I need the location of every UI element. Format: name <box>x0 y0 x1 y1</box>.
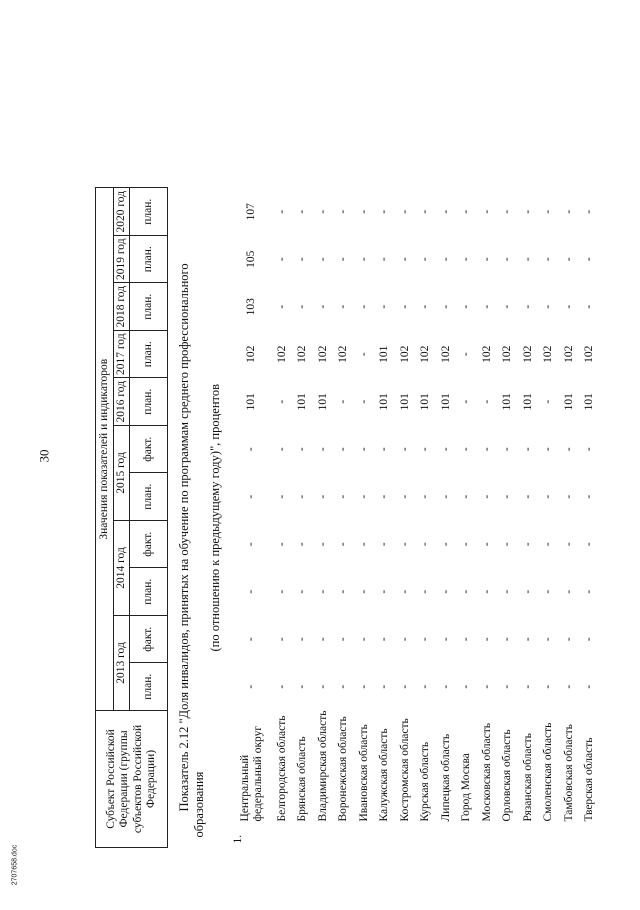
value-cell: 102 <box>316 345 329 363</box>
value-cell: - <box>398 637 411 642</box>
value-cell: - <box>316 637 329 642</box>
year-header: 2018 год <box>114 283 130 331</box>
value-cell: - <box>460 447 473 452</box>
value-cell: 101 <box>501 393 514 411</box>
row-number <box>457 824 478 848</box>
region-name: Тверская область <box>583 737 596 822</box>
value-cell: 102 <box>562 345 575 363</box>
caption-line-1: Показатель 2.12 "Доля инвалидов, принятых на обучение по программам среднего профессионального образования <box>176 263 207 838</box>
value-cell: - <box>521 684 534 689</box>
region-name: Орловская область <box>501 729 514 822</box>
value-cell: 102 <box>275 345 288 363</box>
value-cell: 101 <box>398 393 411 411</box>
region-name: Смоленская область <box>542 722 555 822</box>
value-cell: - <box>501 494 514 499</box>
region-name: Костромская область <box>398 718 411 822</box>
value-cell: - <box>296 304 309 309</box>
region-name: Белгородская область <box>275 715 288 822</box>
value-cell: - <box>337 447 350 452</box>
value-cell: 101 <box>419 393 432 411</box>
row-number <box>477 824 498 848</box>
value-cell: - <box>542 542 555 547</box>
row-number <box>518 824 539 848</box>
value-cell: - <box>439 684 452 689</box>
row-number <box>436 824 457 848</box>
value-cell: - <box>337 257 350 262</box>
value-cell: - <box>583 589 596 594</box>
value-cell: - <box>562 447 575 452</box>
value-cell: 102 <box>583 345 596 363</box>
value-cell: - <box>562 494 575 499</box>
year-header: 2013 год <box>114 615 130 710</box>
value-cell: - <box>275 542 288 547</box>
value-cell: - <box>501 637 514 642</box>
value-cell: - <box>521 257 534 262</box>
year-header: 2014 год <box>114 520 130 615</box>
value-cell: - <box>521 637 534 642</box>
row-number <box>580 824 601 848</box>
caption-line-2: (по отношению к предыдущему году)", процентов <box>207 384 222 652</box>
value-cell: - <box>562 684 575 689</box>
value-cell: - <box>480 257 493 262</box>
table-row <box>416 188 437 848</box>
year-header: 2017 год <box>114 330 130 378</box>
row-number <box>498 824 519 848</box>
row-number <box>334 824 355 848</box>
value-cell: - <box>562 209 575 214</box>
value-cell: - <box>357 447 370 452</box>
value-cell: - <box>501 589 514 594</box>
rotated-content <box>95 48 640 848</box>
region-name: Центральный федеральный округ <box>238 725 264 822</box>
value-cell: 101 <box>378 345 391 363</box>
table-row <box>375 188 396 848</box>
value-cell: 102 <box>296 345 309 363</box>
value-cell: 102 <box>542 345 555 363</box>
value-cell: - <box>542 637 555 642</box>
value-cell: - <box>460 399 473 404</box>
plan-header: план. <box>130 378 168 426</box>
value-cell: - <box>460 257 473 262</box>
value-cell: 102 <box>501 345 514 363</box>
plan-header: план. <box>130 663 168 711</box>
value-cell: - <box>542 494 555 499</box>
value-cell: - <box>337 209 350 214</box>
value-cell: 101 <box>521 393 534 411</box>
value-cell: 102 <box>439 345 452 363</box>
value-cell: - <box>501 447 514 452</box>
value-cell: - <box>521 589 534 594</box>
value-cell: 102 <box>419 345 432 363</box>
value-cell: - <box>439 637 452 642</box>
value-cell: - <box>562 637 575 642</box>
doc-reference: 2707658.doc <box>11 844 19 886</box>
value-cell: - <box>542 304 555 309</box>
plan-header: план. <box>130 188 168 236</box>
plan-header: план. <box>130 235 168 283</box>
value-cell: - <box>378 542 391 547</box>
value-cell: - <box>337 589 350 594</box>
value-cell: 102 <box>245 345 258 363</box>
value-cell: - <box>521 304 534 309</box>
value-cell: - <box>501 209 514 214</box>
year-header: 2020 год <box>114 188 130 236</box>
value-cell: - <box>316 589 329 594</box>
value-cell: - <box>296 257 309 262</box>
year-header: 2016 год <box>114 378 130 426</box>
table-row <box>518 188 539 848</box>
value-cell: - <box>337 684 350 689</box>
year-header: 2019 год <box>114 235 130 283</box>
value-cell: - <box>501 257 514 262</box>
plan-header: план. <box>130 473 168 521</box>
value-cell: - <box>245 447 258 452</box>
value-cell: - <box>378 209 391 214</box>
value-cell: 102 <box>480 345 493 363</box>
value-cell: - <box>245 494 258 499</box>
value-cell: - <box>378 447 391 452</box>
value-cell: - <box>480 637 493 642</box>
value-cell: - <box>398 684 411 689</box>
value-cell: - <box>480 399 493 404</box>
table-row <box>232 188 272 848</box>
value-cell: - <box>583 209 596 214</box>
value-cell: - <box>521 209 534 214</box>
year-header: 2015 год <box>114 425 130 520</box>
value-cell: - <box>521 447 534 452</box>
value-cell: - <box>419 257 432 262</box>
region-name: Брянская область <box>296 736 309 822</box>
value-cell: 101 <box>296 393 309 411</box>
table-row <box>498 188 519 848</box>
value-cell: - <box>296 494 309 499</box>
table-row <box>436 188 457 848</box>
table-row <box>293 188 314 848</box>
value-cell: 101 <box>562 393 575 411</box>
value-cell: - <box>439 209 452 214</box>
region-name: Тамбовская область <box>562 724 575 822</box>
plan-header: план. <box>130 330 168 378</box>
value-cell: - <box>460 684 473 689</box>
value-cell: - <box>275 494 288 499</box>
value-cell: - <box>480 304 493 309</box>
region-name: Курская область <box>419 741 432 822</box>
value-cell: - <box>275 209 288 214</box>
value-cell: - <box>460 589 473 594</box>
value-cell: - <box>316 494 329 499</box>
value-cell: - <box>398 494 411 499</box>
value-cell: - <box>521 542 534 547</box>
value-cell: - <box>316 684 329 689</box>
data-rows <box>232 188 600 848</box>
value-cell: - <box>296 684 309 689</box>
value-cell: - <box>419 637 432 642</box>
value-cell: - <box>316 542 329 547</box>
value-cell: - <box>583 542 596 547</box>
plan-header: план. <box>130 568 168 616</box>
indicator-caption <box>168 188 233 848</box>
region-name: Калужская область <box>378 728 391 822</box>
table-row <box>457 188 478 848</box>
table-row <box>354 188 375 848</box>
value-cell: - <box>378 494 391 499</box>
value-cell: - <box>562 257 575 262</box>
value-cell: - <box>480 494 493 499</box>
value-cell: - <box>337 494 350 499</box>
fact-header: факт. <box>130 615 168 663</box>
region-name: Город Москва <box>460 753 473 822</box>
value-cell: - <box>357 494 370 499</box>
value-cell: - <box>316 209 329 214</box>
value-cell: - <box>275 257 288 262</box>
row-number <box>539 824 560 848</box>
table-row <box>313 188 334 848</box>
value-cell: - <box>357 542 370 547</box>
value-cell: - <box>378 684 391 689</box>
value-cell: - <box>480 542 493 547</box>
value-cell: - <box>296 209 309 214</box>
value-cell: - <box>275 637 288 642</box>
value-cell: - <box>398 257 411 262</box>
value-cell: - <box>357 637 370 642</box>
value-cell: - <box>480 684 493 689</box>
value-cell: - <box>419 304 432 309</box>
value-cell: 103 <box>245 298 258 316</box>
table-row <box>477 188 498 848</box>
value-cell: - <box>583 494 596 499</box>
region-name: Рязанская область <box>521 733 534 822</box>
value-cell: - <box>562 304 575 309</box>
value-cell: - <box>583 304 596 309</box>
value-cell: - <box>583 257 596 262</box>
value-cell: 102 <box>521 345 534 363</box>
row-number <box>375 824 396 848</box>
value-cell: - <box>460 209 473 214</box>
value-cell: - <box>501 304 514 309</box>
table-row <box>334 188 355 848</box>
value-cell: - <box>275 589 288 594</box>
value-cell: - <box>337 304 350 309</box>
value-cell: - <box>357 257 370 262</box>
row-number <box>293 824 314 848</box>
value-cell: - <box>337 399 350 404</box>
value-cell: - <box>419 542 432 547</box>
row-number <box>354 824 375 848</box>
value-cell: - <box>583 684 596 689</box>
value-cell: - <box>542 399 555 404</box>
value-cell: 102 <box>337 345 350 363</box>
page-number: 30 <box>36 449 52 463</box>
value-cell: - <box>419 494 432 499</box>
subject-header: Субъект Российской Федерации (группы субъектов Российской Федерации) <box>96 710 168 847</box>
plan-header: план. <box>130 283 168 331</box>
value-cell: - <box>480 589 493 594</box>
region-name: Воронежская область <box>337 716 350 822</box>
value-cell: - <box>439 542 452 547</box>
value-cell: - <box>460 304 473 309</box>
value-cell: - <box>275 399 288 404</box>
value-cell: 102 <box>398 345 411 363</box>
value-cell: - <box>378 589 391 594</box>
value-cell: - <box>501 542 514 547</box>
row-number <box>559 824 580 848</box>
value-cell: - <box>296 637 309 642</box>
value-cell: - <box>398 447 411 452</box>
caption-row <box>168 188 233 848</box>
value-cell: - <box>296 589 309 594</box>
value-cell: - <box>419 589 432 594</box>
indicator-table <box>95 187 600 848</box>
region-name: Московская область <box>480 722 493 822</box>
value-cell: - <box>542 257 555 262</box>
row-number: 1. <box>232 834 244 844</box>
value-cell: 101 <box>245 393 258 411</box>
value-cell: - <box>357 399 370 404</box>
value-cell: - <box>316 257 329 262</box>
value-cell: - <box>378 637 391 642</box>
value-cell: - <box>460 494 473 499</box>
values-header: Значения показателей и индикаторов <box>96 188 114 711</box>
value-cell: - <box>398 209 411 214</box>
row-number <box>272 824 293 848</box>
value-cell: - <box>439 304 452 309</box>
value-cell: - <box>316 447 329 452</box>
value-cell: - <box>245 684 258 689</box>
value-cell: 101 <box>316 393 329 411</box>
value-cell: - <box>357 589 370 594</box>
value-cell: - <box>296 447 309 452</box>
value-cell: - <box>357 684 370 689</box>
row-number <box>416 824 437 848</box>
value-cell: - <box>439 589 452 594</box>
value-cell: - <box>583 447 596 452</box>
value-cell: - <box>439 494 452 499</box>
value-cell: - <box>583 637 596 642</box>
value-cell: - <box>521 494 534 499</box>
value-cell: - <box>316 304 329 309</box>
fact-header: факт. <box>130 520 168 568</box>
value-cell: - <box>542 447 555 452</box>
value-cell: - <box>275 447 288 452</box>
value-cell: - <box>439 447 452 452</box>
value-cell: - <box>439 257 452 262</box>
value-cell: - <box>562 589 575 594</box>
value-cell: - <box>419 209 432 214</box>
value-cell: - <box>398 589 411 594</box>
value-cell: - <box>296 542 309 547</box>
table-row <box>395 188 416 848</box>
value-cell: - <box>357 209 370 214</box>
value-cell: - <box>398 304 411 309</box>
value-cell: - <box>501 684 514 689</box>
value-cell: - <box>378 257 391 262</box>
value-cell: - <box>245 589 258 594</box>
value-cell: - <box>337 637 350 642</box>
value-cell: 101 <box>439 393 452 411</box>
value-cell: - <box>357 304 370 309</box>
value-cell: - <box>398 542 411 547</box>
value-cell: - <box>419 684 432 689</box>
value-cell: - <box>337 542 350 547</box>
value-cell: - <box>245 542 258 547</box>
value-cell: - <box>562 542 575 547</box>
value-cell: 101 <box>378 393 391 411</box>
row-number <box>395 824 416 848</box>
region-name: Владимирская область <box>316 710 329 822</box>
row-number <box>313 824 334 848</box>
value-cell: - <box>480 209 493 214</box>
value-cell: - <box>542 209 555 214</box>
value-cell: - <box>480 447 493 452</box>
value-cell: - <box>245 637 258 642</box>
value-cell: - <box>460 542 473 547</box>
fact-header: факт. <box>130 425 168 473</box>
value-cell: - <box>378 304 391 309</box>
value-cell: 107 <box>245 203 258 221</box>
table-row <box>272 188 293 848</box>
table-row <box>559 188 580 848</box>
value-cell: - <box>542 589 555 594</box>
value-cell: - <box>357 352 370 357</box>
value-cell: 101 <box>583 393 596 411</box>
region-name: Липецкая область <box>439 733 452 822</box>
table-row <box>539 188 560 848</box>
value-cell: - <box>275 304 288 309</box>
region-name: Ивановская область <box>357 724 370 822</box>
value-cell: - <box>460 637 473 642</box>
table-header <box>96 188 168 848</box>
value-cell: - <box>460 352 473 357</box>
value-cell: - <box>542 684 555 689</box>
value-cell: 105 <box>245 250 258 268</box>
value-cell: - <box>275 684 288 689</box>
value-cell: - <box>419 447 432 452</box>
table-row <box>580 188 601 848</box>
